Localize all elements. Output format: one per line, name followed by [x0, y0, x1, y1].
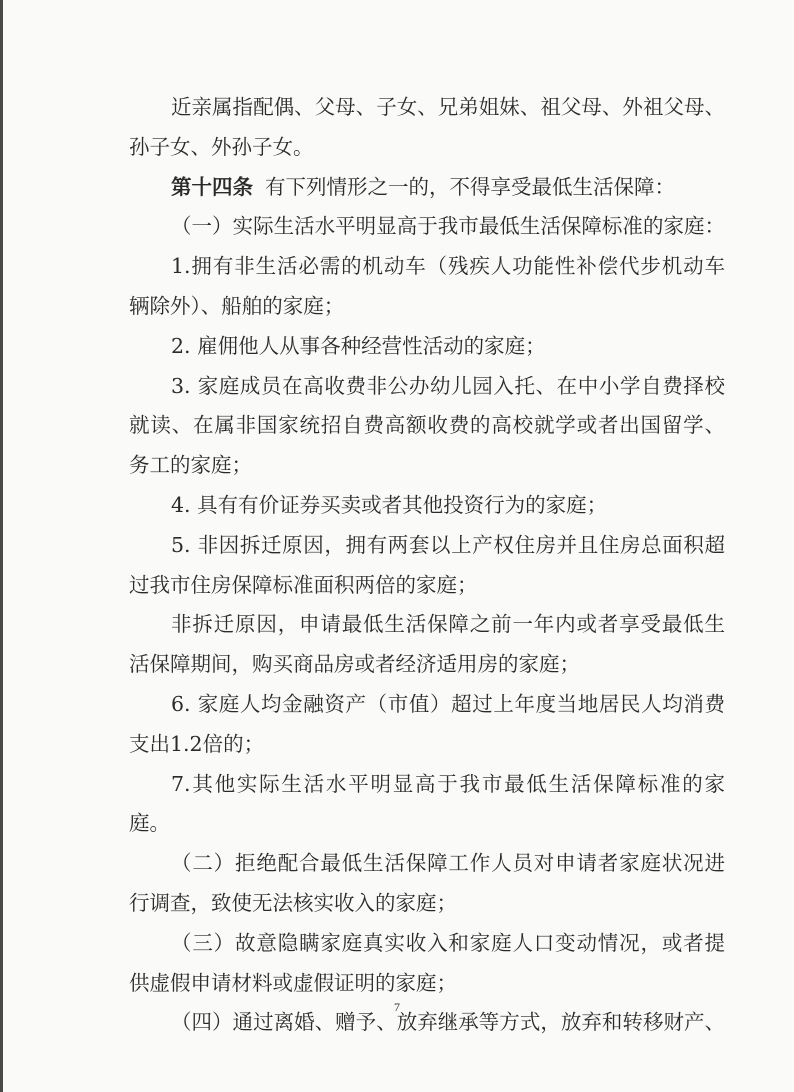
text-line: 1.拥有非生活必需的机动车（残疾人功能性补偿代步机动车	[171, 254, 725, 279]
text-line: 5. 非因拆迁原因，拥有两套以上产权住房并且住房总面积超	[171, 532, 725, 557]
article-heading-line	[129, 174, 725, 199]
text-line: 支出1.2倍的；	[129, 731, 265, 756]
text-line: 就读、在属非国家统招自费高额收费的高校就学或者出国留学、	[129, 413, 725, 438]
text-line: 过我市住房保障标准面积两倍的家庭；	[129, 572, 478, 597]
article-number: 第十四条	[171, 174, 253, 199]
text-line: 6. 家庭人均金融资产（市值）超过上年度当地居民人均消费	[171, 691, 725, 716]
text-line: （三）故意隐瞒家庭真实收入和家庭人口变动情况，或者提	[171, 930, 725, 955]
body-text	[129, 97, 725, 1052]
text-line: 供虚假申请材料或虚假证明的家庭；	[129, 970, 457, 995]
page-number: 7	[394, 1000, 400, 1014]
text-line: （一）实际生活水平明显高于我市最低生活保障标准的家庭：	[171, 214, 725, 239]
scan-edge	[0, 0, 3, 1092]
text-line: （四）通过离婚、赠予、放弃继承等方式，放弃和转移财产、	[171, 1010, 725, 1035]
text-line: 7.其他实际生活水平明显高于我市最低生活保障标准的家	[171, 771, 725, 796]
text-line: 务工的家庭；	[129, 453, 252, 478]
text-line: 行调查，致使无法核实收入的家庭；	[129, 890, 457, 915]
text-line: 4. 具有有价证券买卖或者其他投资行为的家庭；	[171, 492, 608, 517]
text-line: 孙子女、外孙子女。	[129, 134, 314, 159]
text-line: （二）拒绝配合最低生活保障工作人员对申请者家庭状况进	[171, 851, 725, 876]
article-text: 有下列情形之一的，不得享受最低生活保障：	[265, 174, 675, 199]
text-line: 活保障期间，购买商品房或者经济适用房的家庭；	[129, 652, 580, 677]
text-line: 非拆迁原因，申请最低生活保障之前一年内或者享受最低生	[171, 612, 725, 637]
text-line: 庭。	[129, 811, 170, 836]
text-line: 近亲属指配偶、父母、子女、兄弟姐妹、祖父母、外祖父母、	[171, 95, 725, 119]
text-line: 辆除外）、船舶的家庭；	[129, 293, 345, 318]
text-line: 3. 家庭成员在高收费非公办幼儿园入托、在中小学自费择校	[171, 373, 725, 398]
text-line: 2. 雇佣他人从事各种经营性活动的家庭；	[171, 333, 546, 358]
